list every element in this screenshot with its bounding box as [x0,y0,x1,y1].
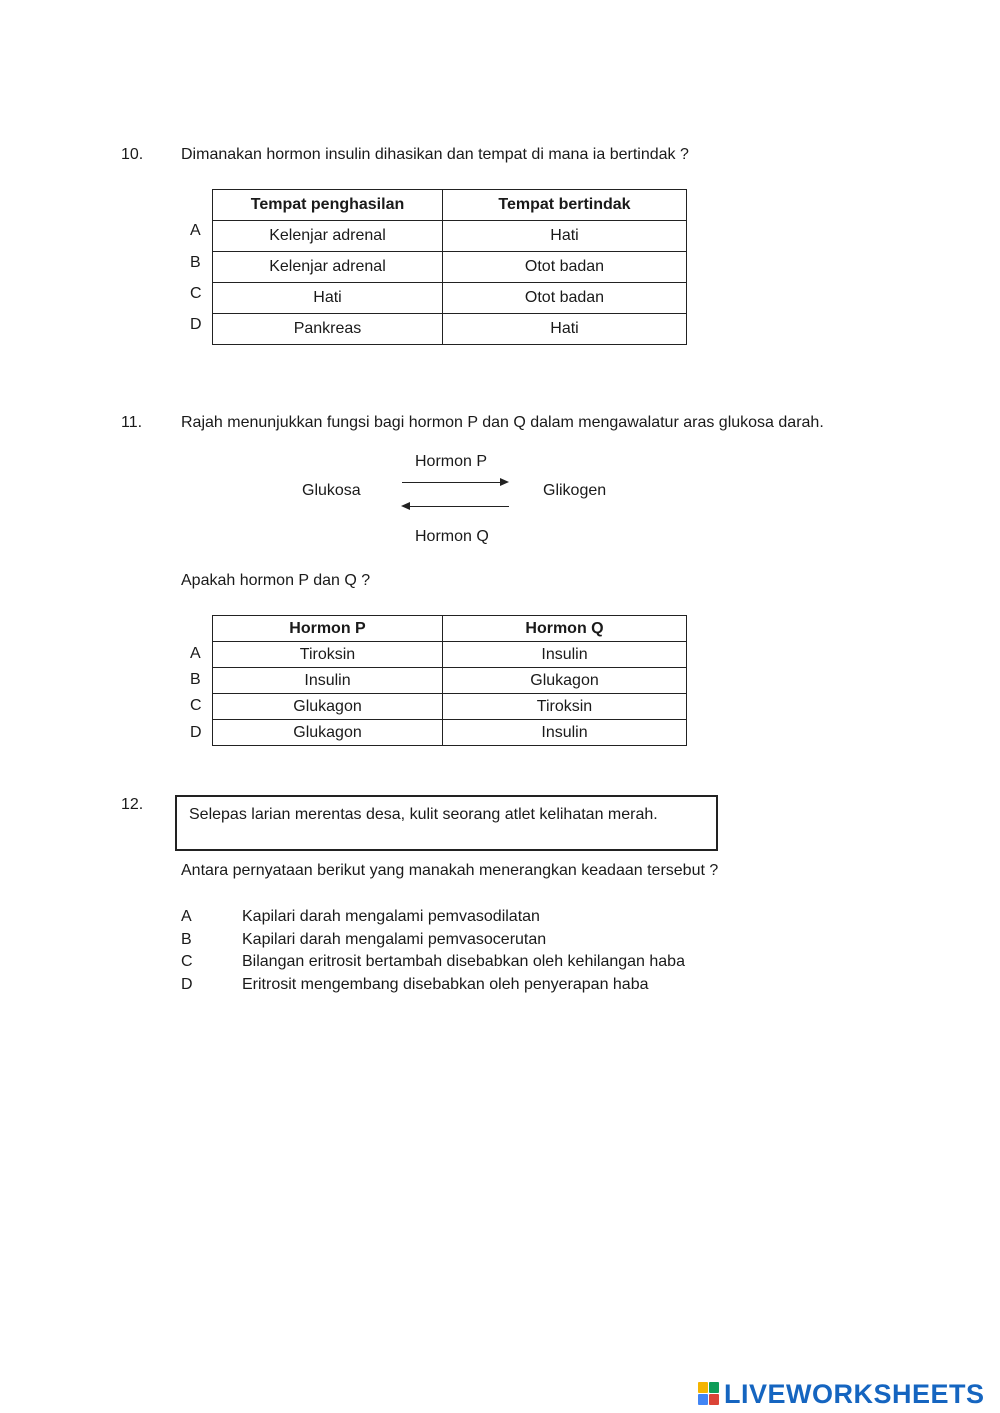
liveworksheets-logo-icon [698,1382,720,1406]
q12-stem: Selepas larian merentas desa, kulit seorang atlet kelihatan merah. [189,806,658,823]
q10-option-b[interactable]: B [190,254,201,271]
q12-option-a-text: Kapilari darah mengalami pemvasodilatan [242,908,540,925]
q10-header-1: Tempat penghasilan [213,190,443,221]
q11-d-col2: Insulin [443,720,687,746]
q10-c-col2: Otot badan [443,283,687,314]
q12-option-d-text: Eritrosit mengembang disebabkan oleh penyerapan haba [242,976,649,993]
q11-a-col2: Insulin [443,642,687,668]
q12-option-c-text: Bilangan eritrosit bertambah disebabkan oleh kehilangan haba [242,953,685,970]
q11-a-col1: Tiroksin [213,642,443,668]
q10-question: Dimanakan hormon insulin dihasikan dan tempat di mana ia bertindak ? [181,146,689,163]
q10-header-2: Tempat bertindak [443,190,687,221]
q11-header-2: Hormon Q [443,616,687,642]
q11-option-b[interactable]: B [190,671,201,688]
q11-c-col1: Glukagon [213,694,443,720]
q10-option-d[interactable]: D [190,316,202,333]
diagram-label-glukosa: Glukosa [302,482,361,499]
q10-b-col2: Otot badan [443,252,687,283]
q10-d-col2: Hati [443,314,687,345]
q12-option-b-letter: B [181,931,192,948]
q10-b-col1: Kelenjar adrenal [213,252,443,283]
q11-option-a[interactable]: A [190,645,201,662]
q10-options-table [212,189,687,345]
q11-number: 11. [121,414,143,431]
liveworksheets-logo-text: LIVEWORKSHEETS [724,1379,985,1409]
q10-option-a[interactable]: A [190,222,201,239]
q11-d-col1: Glukagon [213,720,443,746]
q10-a-col2: Hati [443,221,687,252]
q11-header-1: Hormon P [213,616,443,642]
q12-stem-box [175,795,718,851]
q10-option-c[interactable]: C [190,285,202,302]
q12-option-c-letter: C [181,953,193,970]
q11-question: Rajah menunjukkan fungsi bagi hormon P dan Q dalam mengawalatur aras glukosa darah. [181,414,824,431]
q12-number: 12. [121,796,144,813]
diagram-label-hormon-p: Hormon P [415,453,488,470]
q10-number: 10. [121,146,144,163]
q10-d-col1: Pankreas [213,314,443,345]
q11-subquestion: Apakah hormon P dan Q ? [181,572,371,589]
q11-b-col2: Glukagon [443,668,687,694]
q12-question: Antara pernyataan berikut yang manakah menerangkan keadaan tersebut ? [181,862,719,879]
q11-option-c[interactable]: C [190,697,202,714]
q12-option-b-text: Kapilari darah mengalami pemvasocerutan [242,931,547,948]
q11-options-table [212,615,687,746]
q11-b-col1: Insulin [213,668,443,694]
diagram-label-hormon-q: Hormon Q [415,528,489,545]
diagram-label-glikogen: Glikogen [543,482,607,499]
q10-c-col1: Hati [213,283,443,314]
q11-c-col2: Tiroksin [443,694,687,720]
q12-option-d-letter: D [181,976,193,993]
q10-a-col1: Kelenjar adrenal [213,221,443,252]
q11-option-d[interactable]: D [190,724,202,741]
q12-option-a-letter: A [181,908,192,925]
